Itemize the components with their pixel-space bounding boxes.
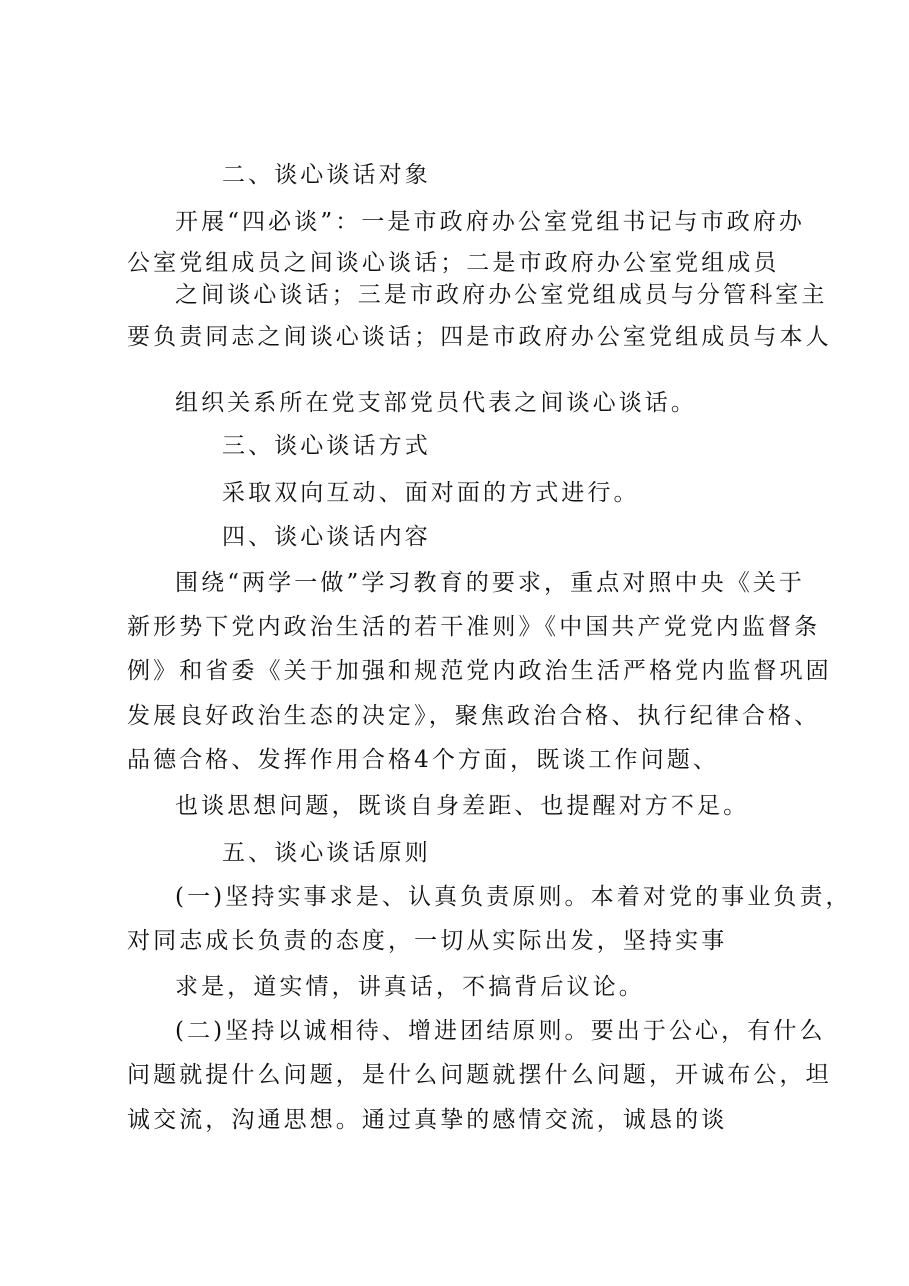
paragraph-line: (二)坚持以诚相待、增进团结原则。要出于公心，有什么 bbox=[175, 1018, 826, 1044]
heading-3-conversation-method: 三、谈心谈话方式 bbox=[222, 433, 431, 459]
paragraph-line: 采取双向互动、面对面的方式进行。 bbox=[222, 480, 640, 506]
heading-5-conversation-principles: 五、谈心谈话原则 bbox=[222, 840, 431, 866]
paragraph-line: 之间谈心谈话；三是市政府办公室党组成员与分管科室主 bbox=[175, 282, 828, 308]
paragraph-line: 开展“四必谈”：一是市政府办公室党组书记与市政府办 bbox=[175, 209, 806, 235]
paragraph-line: 围绕“两学一做”学习教育的要求，重点对照中央《关于 bbox=[175, 570, 806, 596]
paragraph-line: 要负责同志之间谈心谈话；四是市政府办公室党组成员与本人 bbox=[127, 324, 832, 350]
paragraph-line: 求是，道实情，讲真话，不搞背后议论。 bbox=[175, 974, 645, 1000]
paragraph-line: (一)坚持实事求是、认真负责原则。本着对党的事业负责， bbox=[175, 884, 852, 910]
paragraph-line: 也谈思想问题，既谈自身差距、也提醒对方不足。 bbox=[175, 793, 750, 819]
heading-4-conversation-content: 四、谈心谈话内容 bbox=[222, 524, 431, 550]
paragraph-line: 新形势下党内政治生活的若干准则》《中国共产党党内监督条 bbox=[127, 614, 821, 640]
paragraph-line: 例》和省委《关于加强和规范党内政治生活严格党内监督巩固 bbox=[127, 658, 832, 684]
paragraph-line: 诚交流，沟通思想。通过真挚的感情交流，诚恳的谈 bbox=[127, 1107, 728, 1133]
paragraph-line: 对同志成长负责的态度，一切从实际出发，坚持实事 bbox=[127, 928, 728, 954]
paragraph-line: 组织关系所在党支部党员代表之间谈心谈话。 bbox=[175, 390, 697, 416]
paragraph-line: 品德合格、发挥作用合格4个方面，既谈工作问题、 bbox=[127, 747, 719, 773]
paragraph-line: 问题就提什么问题，是什么问题就摆什么问题，开诚布公，坦 bbox=[127, 1062, 832, 1088]
paragraph-line: 发展良好政治生态的决定》，聚焦政治合格、执行纪律合格、 bbox=[127, 703, 821, 729]
heading-2-conversation-targets: 二、谈心谈话对象 bbox=[222, 162, 431, 188]
paragraph-line: 公室党组成员之间谈心谈话；二是市政府办公室党组成员 bbox=[127, 250, 780, 276]
